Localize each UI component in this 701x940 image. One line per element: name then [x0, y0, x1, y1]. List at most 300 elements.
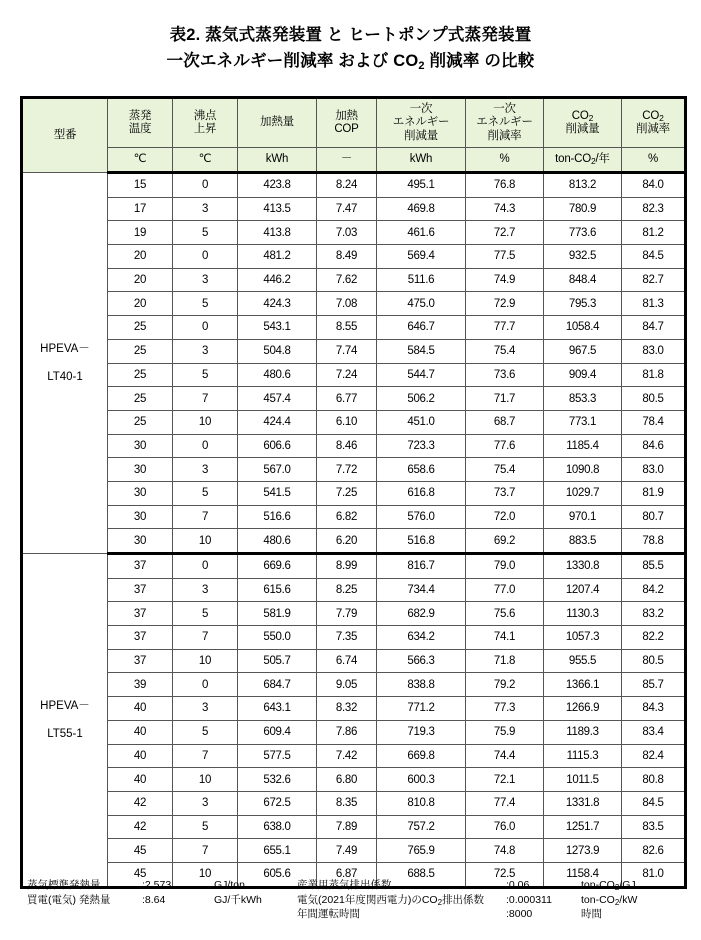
cell-co2-reduction-rate: 81.2 [622, 221, 686, 245]
title-line-2-part-b: 削減率 の比較 [424, 52, 535, 70]
table-row [22, 363, 686, 387]
cell-heating-cop: 7.08 [317, 292, 377, 316]
cell-primary-energy-reduction-rate: 72.5 [466, 862, 544, 887]
table-row [22, 481, 686, 505]
cell-heating-cop: 7.35 [317, 626, 377, 650]
cell-primary-energy-reduction-rate: 74.3 [466, 197, 544, 221]
unit-header-primary-energy-reduction-amount: kWh [377, 148, 466, 173]
cell-co2-reduction-rate: 84.5 [622, 791, 686, 815]
table-row [22, 458, 686, 482]
footnote-value: :8000 [506, 908, 533, 920]
cell-evaporation-temperature: 40 [108, 744, 173, 768]
comparison-table [20, 96, 687, 889]
header-text-line: COP [334, 123, 359, 135]
header-text-line: 加熱 [335, 109, 358, 122]
cell-boiling-point-rise: 3 [173, 791, 238, 815]
cell-co2-reduction-amount: 773.1 [544, 410, 622, 434]
header-text-line: 削減量 [565, 123, 600, 135]
cell-primary-energy-reduction-rate: 73.6 [466, 363, 544, 387]
model-number-line-2: LT40-1 [47, 371, 83, 383]
cell-primary-energy-reduction-rate: 76.8 [466, 173, 544, 198]
cell-heat-amount: 684.7 [238, 673, 317, 697]
cell-co2-reduction-amount: 967.5 [544, 339, 622, 363]
cell-co2-reduction-rate: 80.5 [622, 387, 686, 411]
unit-text-a: ton-CO [555, 152, 592, 165]
cell-evaporation-temperature: 37 [108, 626, 173, 650]
column-header-boiling-point-rise [173, 98, 238, 148]
footnote-unit-part-a: ton-CO [581, 879, 615, 891]
table-header [22, 98, 686, 173]
table-row [22, 602, 686, 626]
model-number-line-1: HPEVA－ [40, 699, 90, 712]
cell-primary-energy-reduction-amount: 616.8 [377, 481, 466, 505]
cell-boiling-point-rise: 0 [173, 173, 238, 198]
header-text-line: 上昇 [193, 123, 217, 135]
cell-boiling-point-rise: 7 [173, 626, 238, 650]
column-header-evaporation-temperature [108, 98, 173, 148]
header-co2-subscript: 2 [659, 112, 664, 123]
cell-co2-reduction-amount: 1331.8 [544, 791, 622, 815]
cell-primary-energy-reduction-amount: 765.9 [377, 839, 466, 863]
unit-header-heat-amount: kWh [238, 148, 317, 173]
cell-primary-energy-reduction-rate: 77.5 [466, 245, 544, 269]
cell-heating-cop: 8.46 [317, 434, 377, 458]
cell-co2-reduction-amount: 853.3 [544, 387, 622, 411]
table-row [22, 744, 686, 768]
cell-primary-energy-reduction-amount: 757.2 [377, 815, 466, 839]
footnotes-right-group [297, 878, 637, 922]
cell-heat-amount: 638.0 [238, 815, 317, 839]
cell-evaporation-temperature: 20 [108, 245, 173, 269]
cell-primary-energy-reduction-rate: 77.4 [466, 791, 544, 815]
cell-primary-energy-reduction-rate: 79.2 [466, 673, 544, 697]
cell-boiling-point-rise: 0 [173, 673, 238, 697]
cell-evaporation-temperature: 15 [108, 173, 173, 198]
table-row [22, 434, 686, 458]
cell-heating-cop: 7.79 [317, 602, 377, 626]
header-text-line: 蒸発 [128, 109, 152, 122]
cell-co2-reduction-rate: 85.5 [622, 554, 686, 579]
cell-boiling-point-rise: 10 [173, 862, 238, 887]
cell-co2-reduction-amount: 1266.9 [544, 697, 622, 721]
cell-primary-energy-reduction-rate: 77.0 [466, 578, 544, 602]
cell-boiling-point-rise: 10 [173, 529, 238, 554]
cell-co2-reduction-rate: 83.2 [622, 602, 686, 626]
cell-boiling-point-rise: 5 [173, 481, 238, 505]
cell-heat-amount: 480.6 [238, 529, 317, 554]
cell-heat-amount: 424.4 [238, 410, 317, 434]
footnote-value: :2.573 [142, 879, 172, 891]
cell-primary-energy-reduction-rate: 74.8 [466, 839, 544, 863]
footnote-label [297, 893, 506, 909]
cell-heat-amount: 541.5 [238, 481, 317, 505]
table-row [22, 529, 686, 554]
cell-heating-cop: 6.82 [317, 505, 377, 529]
cell-boiling-point-rise: 0 [173, 434, 238, 458]
footnote-unit-part-b: /kW [619, 893, 638, 906]
cell-heat-amount: 655.1 [238, 839, 317, 863]
header-text-line: 削減量 [404, 129, 438, 142]
cell-primary-energy-reduction-amount: 600.3 [377, 768, 466, 792]
cell-heat-amount: 577.5 [238, 744, 317, 768]
cell-heating-cop: 6.74 [317, 649, 377, 673]
header-row-units [22, 148, 686, 173]
title-line-1: 表2. 蒸気式蒸発装置 と ヒートポンプ式蒸発装置 [169, 26, 532, 44]
footnote-unit-part-b: /GJ [619, 879, 636, 891]
table-row [22, 268, 686, 292]
cell-co2-reduction-rate: 81.9 [622, 481, 686, 505]
cell-heating-cop: 6.77 [317, 387, 377, 411]
cell-co2-reduction-amount: 1090.8 [544, 458, 622, 482]
cell-evaporation-temperature: 30 [108, 434, 173, 458]
cell-heating-cop: 6.80 [317, 768, 377, 792]
comparison-table-container [20, 96, 684, 889]
cell-co2-reduction-rate: 84.7 [622, 316, 686, 340]
cell-heat-amount: 550.0 [238, 626, 317, 650]
cell-primary-energy-reduction-rate: 75.4 [466, 458, 544, 482]
cell-co2-reduction-rate: 84.2 [622, 578, 686, 602]
cell-primary-energy-reduction-amount: 658.6 [377, 458, 466, 482]
model-number-cell [22, 554, 108, 888]
header-text-line: エネルギー [392, 116, 450, 129]
cell-evaporation-temperature: 42 [108, 791, 173, 815]
cell-co2-reduction-amount: 1189.3 [544, 720, 622, 744]
cell-boiling-point-rise: 3 [173, 268, 238, 292]
cell-primary-energy-reduction-amount: 475.0 [377, 292, 466, 316]
header-text-line [544, 110, 621, 124]
footnote-unit [581, 893, 637, 909]
column-header-co2-reduction-amount [544, 98, 622, 148]
footnote-row [297, 878, 637, 893]
unit-header-primary-energy-reduction-rate: % [466, 148, 544, 173]
cell-boiling-point-rise: 3 [173, 697, 238, 721]
cell-primary-energy-reduction-amount: 723.3 [377, 434, 466, 458]
cell-co2-reduction-amount: 1251.7 [544, 815, 622, 839]
column-header-primary-energy-reduction-amount [377, 98, 466, 148]
cell-primary-energy-reduction-rate: 72.0 [466, 505, 544, 529]
cell-heat-amount: 457.4 [238, 387, 317, 411]
cell-evaporation-temperature: 37 [108, 578, 173, 602]
cell-boiling-point-rise: 5 [173, 363, 238, 387]
table-row [22, 292, 686, 316]
cell-heating-cop: 6.10 [317, 410, 377, 434]
cell-co2-reduction-rate: 80.5 [622, 649, 686, 673]
footnote-row [297, 907, 637, 922]
cell-boiling-point-rise: 5 [173, 815, 238, 839]
model-number-line-1: HPEVA－ [40, 343, 90, 355]
footnote-unit [581, 878, 636, 894]
cell-primary-energy-reduction-rate: 76.0 [466, 815, 544, 839]
header-co2-label: CO [571, 109, 589, 122]
cell-boiling-point-rise: 7 [173, 505, 238, 529]
cell-boiling-point-rise: 3 [173, 197, 238, 221]
header-text-line: 一次 [493, 102, 516, 115]
footnote-label-co2-subscript: 2 [437, 897, 443, 907]
cell-primary-energy-reduction-amount: 734.4 [377, 578, 466, 602]
cell-evaporation-temperature: 20 [108, 292, 173, 316]
cell-co2-reduction-amount: 1029.7 [544, 481, 622, 505]
cell-primary-energy-reduction-rate: 75.6 [466, 602, 544, 626]
header-co2-label: CO [642, 109, 660, 122]
cell-heat-amount: 480.6 [238, 363, 317, 387]
header-text-line [622, 110, 684, 124]
model-number-cell [22, 173, 108, 554]
cell-heating-cop: 8.35 [317, 791, 377, 815]
table-row [22, 815, 686, 839]
cell-heat-amount: 424.3 [238, 292, 317, 316]
cell-boiling-point-rise: 3 [173, 339, 238, 363]
cell-co2-reduction-amount: 813.2 [544, 173, 622, 198]
cell-co2-reduction-amount: 1330.8 [544, 554, 622, 579]
cell-heating-cop: 7.74 [317, 339, 377, 363]
table-row [22, 505, 686, 529]
cell-heating-cop: 6.20 [317, 529, 377, 554]
cell-co2-reduction-amount: 1273.9 [544, 839, 622, 863]
cell-primary-energy-reduction-rate: 71.8 [466, 649, 544, 673]
cell-evaporation-temperature: 30 [108, 529, 173, 554]
cell-co2-reduction-amount: 1207.4 [544, 578, 622, 602]
cell-evaporation-temperature: 30 [108, 458, 173, 482]
cell-heat-amount: 423.8 [238, 173, 317, 198]
table-row [22, 839, 686, 863]
cell-heat-amount: 567.0 [238, 458, 317, 482]
cell-boiling-point-rise: 0 [173, 316, 238, 340]
cell-primary-energy-reduction-rate: 77.7 [466, 316, 544, 340]
cell-evaporation-temperature: 25 [108, 363, 173, 387]
cell-evaporation-temperature: 40 [108, 697, 173, 721]
column-header-model: 型番 [22, 98, 108, 173]
cell-co2-reduction-rate: 82.3 [622, 197, 686, 221]
cell-primary-energy-reduction-rate: 69.2 [466, 529, 544, 554]
cell-heating-cop: 7.24 [317, 363, 377, 387]
unit-header-co2-reduction-rate: % [622, 148, 686, 173]
cell-heating-cop: 7.03 [317, 221, 377, 245]
cell-heating-cop: 8.49 [317, 245, 377, 269]
cell-evaporation-temperature: 30 [108, 505, 173, 529]
cell-co2-reduction-rate: 82.7 [622, 268, 686, 292]
cell-heat-amount: 516.6 [238, 505, 317, 529]
cell-co2-reduction-amount: 1130.3 [544, 602, 622, 626]
table-row [22, 720, 686, 744]
cell-boiling-point-rise: 3 [173, 458, 238, 482]
unit-text-b: /年 [595, 152, 610, 165]
cell-primary-energy-reduction-amount: 451.0 [377, 410, 466, 434]
cell-co2-reduction-rate: 84.3 [622, 697, 686, 721]
cell-primary-energy-reduction-amount: 838.8 [377, 673, 466, 697]
table-row [22, 626, 686, 650]
cell-co2-reduction-amount: 970.1 [544, 505, 622, 529]
cell-heat-amount: 413.8 [238, 221, 317, 245]
cell-primary-energy-reduction-amount: 669.8 [377, 744, 466, 768]
cell-primary-energy-reduction-amount: 495.1 [377, 173, 466, 198]
cell-co2-reduction-rate: 80.7 [622, 505, 686, 529]
model-number-line-2: LT55-1 [47, 727, 83, 740]
footnote-label-part-b: 排出係数 [442, 893, 485, 906]
cell-evaporation-temperature: 30 [108, 481, 173, 505]
header-co2-subscript: 2 [588, 112, 594, 123]
table-body [22, 173, 686, 888]
cell-primary-energy-reduction-amount: 461.6 [377, 221, 466, 245]
cell-evaporation-temperature: 37 [108, 649, 173, 673]
cell-heating-cop: 6.87 [317, 862, 377, 887]
footnote-row [297, 893, 637, 908]
cell-boiling-point-rise: 5 [173, 221, 238, 245]
cell-co2-reduction-amount: 848.4 [544, 268, 622, 292]
cell-heating-cop: 8.55 [317, 316, 377, 340]
cell-co2-reduction-amount: 883.5 [544, 529, 622, 554]
cell-primary-energy-reduction-amount: 584.5 [377, 339, 466, 363]
cell-primary-energy-reduction-rate: 68.7 [466, 410, 544, 434]
cell-primary-energy-reduction-amount: 544.7 [377, 363, 466, 387]
cell-heat-amount: 505.7 [238, 649, 317, 673]
cell-co2-reduction-rate: 81.0 [622, 862, 686, 887]
cell-primary-energy-reduction-rate: 72.1 [466, 768, 544, 792]
cell-co2-reduction-rate: 83.0 [622, 458, 686, 482]
cell-heat-amount: 504.8 [238, 339, 317, 363]
column-header-primary-energy-reduction-rate [466, 98, 544, 148]
cell-evaporation-temperature: 25 [108, 339, 173, 363]
cell-primary-energy-reduction-amount: 576.0 [377, 505, 466, 529]
table-row [22, 221, 686, 245]
table-row [22, 791, 686, 815]
cell-primary-energy-reduction-amount: 646.7 [377, 316, 466, 340]
cell-heat-amount: 606.6 [238, 434, 317, 458]
unit-header-evaporation-temperature: ℃ [108, 148, 173, 173]
cell-co2-reduction-rate: 83.4 [622, 720, 686, 744]
cell-boiling-point-rise: 5 [173, 602, 238, 626]
cell-co2-reduction-rate: 83.5 [622, 815, 686, 839]
cell-heat-amount: 615.6 [238, 578, 317, 602]
unit-header-co2-reduction-amount [544, 148, 622, 173]
cell-primary-energy-reduction-amount: 634.2 [377, 626, 466, 650]
cell-evaporation-temperature: 25 [108, 387, 173, 411]
cell-co2-reduction-amount: 1185.4 [544, 434, 622, 458]
footnote-unit: GJ/千kWh [214, 893, 262, 906]
cell-primary-energy-reduction-rate: 72.7 [466, 221, 544, 245]
header-text-line: 削減率 [636, 123, 670, 135]
column-header-heating-cop [317, 98, 377, 148]
cell-co2-reduction-rate: 82.6 [622, 839, 686, 863]
cell-boiling-point-rise: 7 [173, 387, 238, 411]
cell-primary-energy-reduction-amount: 516.8 [377, 529, 466, 554]
cell-primary-energy-reduction-rate: 75.4 [466, 339, 544, 363]
cell-primary-energy-reduction-amount: 719.3 [377, 720, 466, 744]
cell-primary-energy-reduction-rate: 73.7 [466, 481, 544, 505]
footnote-label: 産業用蒸気排出係数 [297, 879, 392, 891]
cell-primary-energy-reduction-rate: 77.3 [466, 697, 544, 721]
cell-co2-reduction-amount: 955.5 [544, 649, 622, 673]
cell-primary-energy-reduction-rate: 74.1 [466, 626, 544, 650]
footnote-label-part-a: 電気(2021年度関西電力)のCO [297, 893, 438, 906]
footnote-row [27, 893, 262, 908]
cell-co2-reduction-rate: 84.5 [622, 245, 686, 269]
table-row [22, 316, 686, 340]
cell-boiling-point-rise: 0 [173, 554, 238, 579]
cell-heat-amount: 481.2 [238, 245, 317, 269]
cell-primary-energy-reduction-rate: 72.9 [466, 292, 544, 316]
cell-primary-energy-reduction-amount: 810.8 [377, 791, 466, 815]
cell-heat-amount: 609.4 [238, 720, 317, 744]
footnote-unit-part-a: ton-CO [581, 893, 615, 906]
cell-heat-amount: 605.6 [238, 862, 317, 887]
cell-primary-energy-reduction-rate: 74.9 [466, 268, 544, 292]
title-line-2-part-a: 一次エネルギー削減率 および CO [166, 52, 419, 70]
table-row [22, 410, 686, 434]
unit-co2-subscript: 2 [591, 155, 596, 166]
unit-header-heating-cop: － [317, 148, 377, 173]
cell-heating-cop: 7.62 [317, 268, 377, 292]
cell-co2-reduction-amount: 795.3 [544, 292, 622, 316]
cell-co2-reduction-rate: 82.4 [622, 744, 686, 768]
cell-primary-energy-reduction-amount: 511.6 [377, 268, 466, 292]
cell-co2-reduction-amount: 909.4 [544, 363, 622, 387]
cell-evaporation-temperature: 42 [108, 815, 173, 839]
cell-primary-energy-reduction-amount: 688.5 [377, 862, 466, 887]
unit-header-boiling-point-rise: ℃ [173, 148, 238, 173]
footnote-label: 年間運転時間 [297, 908, 360, 920]
table-row [22, 387, 686, 411]
cell-heating-cop: 8.32 [317, 697, 377, 721]
cell-co2-reduction-rate: 84.0 [622, 173, 686, 198]
cell-co2-reduction-rate: 80.8 [622, 768, 686, 792]
cell-primary-energy-reduction-amount: 566.3 [377, 649, 466, 673]
cell-heating-cop: 8.99 [317, 554, 377, 579]
footnote-unit-co2-subscript: 2 [614, 883, 620, 892]
cell-co2-reduction-rate: 82.2 [622, 626, 686, 650]
title-co2-subscript: 2 [418, 60, 425, 72]
cell-co2-reduction-amount: 1058.4 [544, 316, 622, 340]
cell-heat-amount: 581.9 [238, 602, 317, 626]
footnote-label: 蒸気標準発熱量 [27, 879, 101, 891]
header-text-line: 温度 [128, 123, 152, 135]
cell-heating-cop: 7.42 [317, 744, 377, 768]
cell-boiling-point-rise: 0 [173, 245, 238, 269]
cell-evaporation-temperature: 40 [108, 720, 173, 744]
title-line-2 [0, 48, 701, 76]
table-row [22, 697, 686, 721]
header-text-line: エネルギー [476, 116, 533, 129]
cell-boiling-point-rise: 10 [173, 649, 238, 673]
cell-co2-reduction-rate: 84.6 [622, 434, 686, 458]
cell-boiling-point-rise: 10 [173, 768, 238, 792]
footnote-value: :0.000311 [506, 893, 552, 906]
cell-heat-amount: 672.5 [238, 791, 317, 815]
footnote-label: 買電(電気) 発熱量 [27, 893, 111, 906]
cell-co2-reduction-amount: 1366.1 [544, 673, 622, 697]
cell-evaporation-temperature: 37 [108, 554, 173, 579]
cell-primary-energy-reduction-rate: 79.0 [466, 554, 544, 579]
cell-evaporation-temperature: 25 [108, 410, 173, 434]
cell-primary-energy-reduction-amount: 569.4 [377, 245, 466, 269]
cell-co2-reduction-amount: 932.5 [544, 245, 622, 269]
table-row [22, 673, 686, 697]
cell-heat-amount: 413.5 [238, 197, 317, 221]
cell-evaporation-temperature: 37 [108, 602, 173, 626]
cell-boiling-point-rise: 7 [173, 839, 238, 863]
cell-heating-cop: 7.72 [317, 458, 377, 482]
cell-heating-cop: 7.86 [317, 720, 377, 744]
cell-boiling-point-rise: 10 [173, 410, 238, 434]
table-row [22, 649, 686, 673]
cell-co2-reduction-amount: 780.9 [544, 197, 622, 221]
table-row [22, 173, 686, 198]
cell-boiling-point-rise: 5 [173, 292, 238, 316]
cell-heating-cop: 7.49 [317, 839, 377, 863]
cell-primary-energy-reduction-amount: 771.2 [377, 697, 466, 721]
cell-evaporation-temperature: 45 [108, 862, 173, 887]
cell-co2-reduction-rate: 78.4 [622, 410, 686, 434]
cell-heat-amount: 446.2 [238, 268, 317, 292]
